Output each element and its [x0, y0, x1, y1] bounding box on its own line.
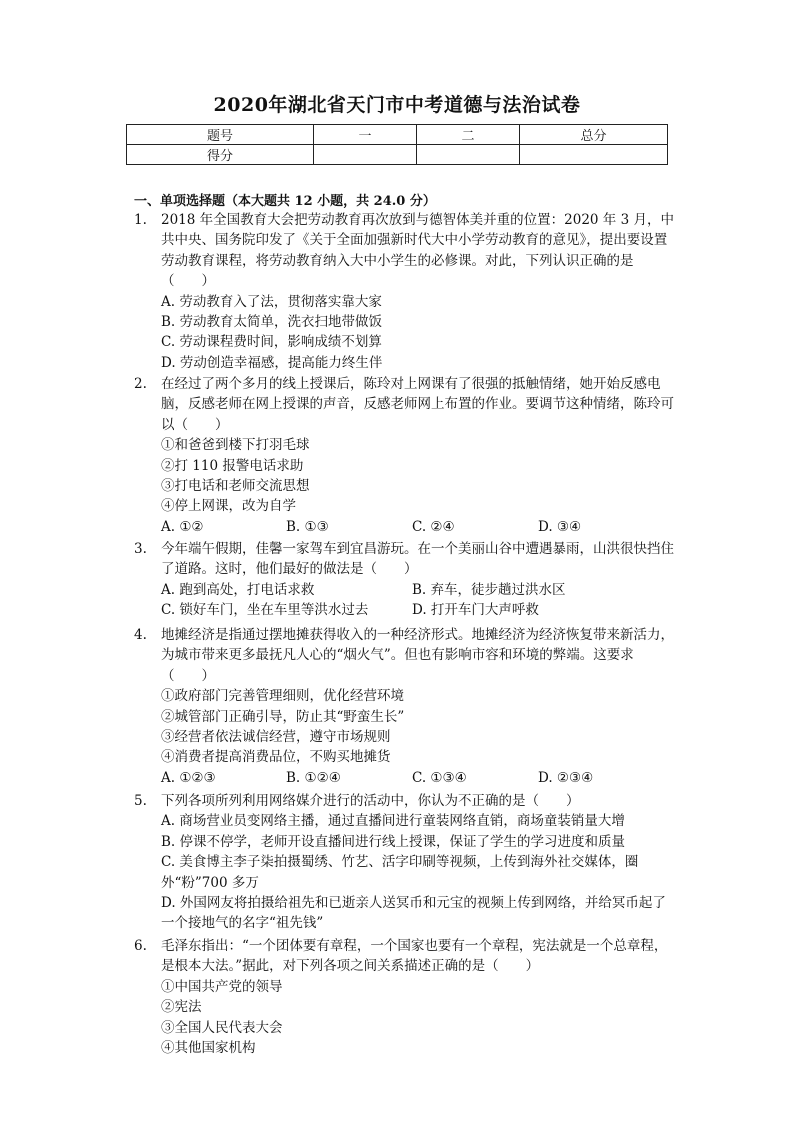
header-cell: 二: [417, 125, 520, 145]
statement-line: ③打电话和老师交流思想: [161, 478, 310, 495]
question-number: 2.: [134, 376, 147, 392]
score-table-score-row: [127, 145, 668, 165]
question-3: [134, 539, 674, 621]
question-number: 6.: [134, 938, 147, 954]
option[interactable]: A. 跑到高处，打电话求救: [161, 581, 315, 598]
option[interactable]: B. ①③: [286, 518, 329, 535]
score-table: [126, 124, 668, 165]
question-4: [134, 625, 674, 788]
option-line[interactable]: B. 劳动教育太简单，洗衣扫地带做饭: [161, 314, 383, 331]
options-row: [161, 580, 674, 600]
statement-line: ②宪法: [161, 999, 202, 1016]
option[interactable]: D. ②③④: [538, 769, 594, 786]
question-stem: 毛泽东指出：“一个团体要有章程，一个国家也要有一个章程，宪法就是一个总章程，是根本大法。”据此，对下列各项之间关系描述正确的是（ ）: [161, 938, 668, 975]
option[interactable]: C. ①③④: [412, 769, 467, 786]
question-stem: 在经过了两个多月的线上授课后，陈玲对上网课有了很强的抵触情绪，她开始反感电脑，反感老师在网上授课的声音，反感老师网上布置的作业。要调节这种情绪，陈玲可以（ ）: [161, 376, 674, 433]
statement-line: ①政府部门完善管理细则，优化经营环境: [161, 688, 404, 705]
options-row: [161, 768, 674, 788]
option-line[interactable]: D. 外国网友将拍摄给祖先和已逝亲人送冥币和元宝的视频上传到网络，并给冥币起了一个接地气的名字“祖先钱”: [161, 895, 666, 932]
option[interactable]: A. ①②: [161, 518, 204, 535]
score-cell[interactable]: [314, 145, 417, 165]
section-heading: 一、单项选择题（本大题共 12 小题，共 24.0 分）: [134, 194, 436, 209]
statement-line: ③经营者依法诚信经营，遵守市场规则: [161, 729, 391, 746]
question-5: [134, 791, 674, 934]
option-line[interactable]: A. 劳动教育入了法，贯彻落实靠大家: [161, 293, 382, 310]
score-table-header-row: [127, 125, 668, 145]
question-stem: 下列各项所列利用网络媒介进行的活动中，你认为不正确的是（ ）: [161, 793, 580, 809]
exam-title: 2020年湖北省天门市中考道德与法治试卷: [213, 94, 581, 116]
statement-line: ④其他国家机构: [161, 1040, 256, 1057]
statement-line: ①中国共产党的领导: [161, 978, 283, 995]
option-line[interactable]: B. 停课不停学，老师开设直播间进行线上授课，保证了学生的学习进度和质量: [161, 833, 626, 850]
option-line[interactable]: A. 商场营业员变网络主播，通过直播间进行童装网络直销，商场童装销量大增: [161, 813, 625, 830]
question-number: 3.: [134, 541, 147, 557]
question-1: [134, 210, 674, 373]
statement-line: ②城管部门正确引导，防止其“野蛮生长”: [161, 708, 405, 725]
option[interactable]: D. ③④: [538, 518, 582, 535]
score-cell[interactable]: [417, 145, 520, 165]
question-number: 5.: [134, 793, 147, 809]
question-stem: 地摊经济是指通过摆地摊获得收入的一种经济形式。地摊经济为经济恢复带来新活力，为城市带来更多最抚凡人心的“烟火气”。但也有影响市容和环境的弊端。这要求（ ）: [161, 627, 674, 684]
question-6: [134, 936, 674, 1058]
question-stem: 2018 年全国教育大会把劳动教育再次放到与德智体美并重的位置：2020 年 3 月，中共中央、国务院印发了《关于全面加强新时代大中小学劳动教育的意见》，提出要设置劳动教育课程，将劳动教育纳入大中小学生的必修课。对此，下列认识正确的是（ ）: [161, 212, 674, 290]
header-cell: 一: [314, 125, 417, 145]
option[interactable]: B. 弃车，徒步趟过洪水区: [412, 581, 566, 598]
row-label-cell: 得分: [127, 145, 314, 165]
question-number: 4.: [134, 627, 147, 643]
question-stem: 今年端午假期，佳馨一家驾车到宜昌游玩。在一个美丽山谷中遭遇暴雨，山洪很快挡住了道路。这时，他们最好的做法是（ ）: [161, 541, 674, 578]
question-number: 1.: [134, 212, 147, 228]
header-cell: 总分: [520, 125, 668, 145]
statement-line: ②打 110 报警电话求助: [161, 457, 304, 474]
option-line[interactable]: C. 美食博主李子柒拍摄蜀绣、竹艺、活字印刷等视频，上传到海外社交媒体，圈外“粉”700 多万: [161, 854, 639, 891]
option-line[interactable]: D. 劳动创造幸福感，提高能力终生伴: [161, 354, 383, 371]
statement-line: ④停上网课，改为自学: [161, 498, 296, 515]
option[interactable]: C. ②④: [412, 518, 455, 535]
statement-line: ④消费者提高消费品位，不购买地摊货: [161, 749, 391, 766]
question-2: [134, 374, 674, 537]
statement-line: ①和爸爸到楼下打羽毛球: [161, 437, 310, 454]
header-cell: 题号: [127, 125, 314, 145]
options-row: [161, 517, 674, 537]
options-row: [161, 600, 674, 620]
option[interactable]: C. 锁好车门，坐在车里等洪水过去: [161, 602, 369, 619]
option-line[interactable]: C. 劳动课程费时间，影响成绩不划算: [161, 334, 382, 351]
option[interactable]: A. ①②③: [161, 769, 216, 786]
score-cell[interactable]: [520, 145, 668, 165]
option[interactable]: D. 打开车门大声呼救: [412, 602, 539, 619]
option[interactable]: B. ①②④: [286, 769, 341, 786]
statement-line: ③全国人民代表大会: [161, 1019, 283, 1036]
